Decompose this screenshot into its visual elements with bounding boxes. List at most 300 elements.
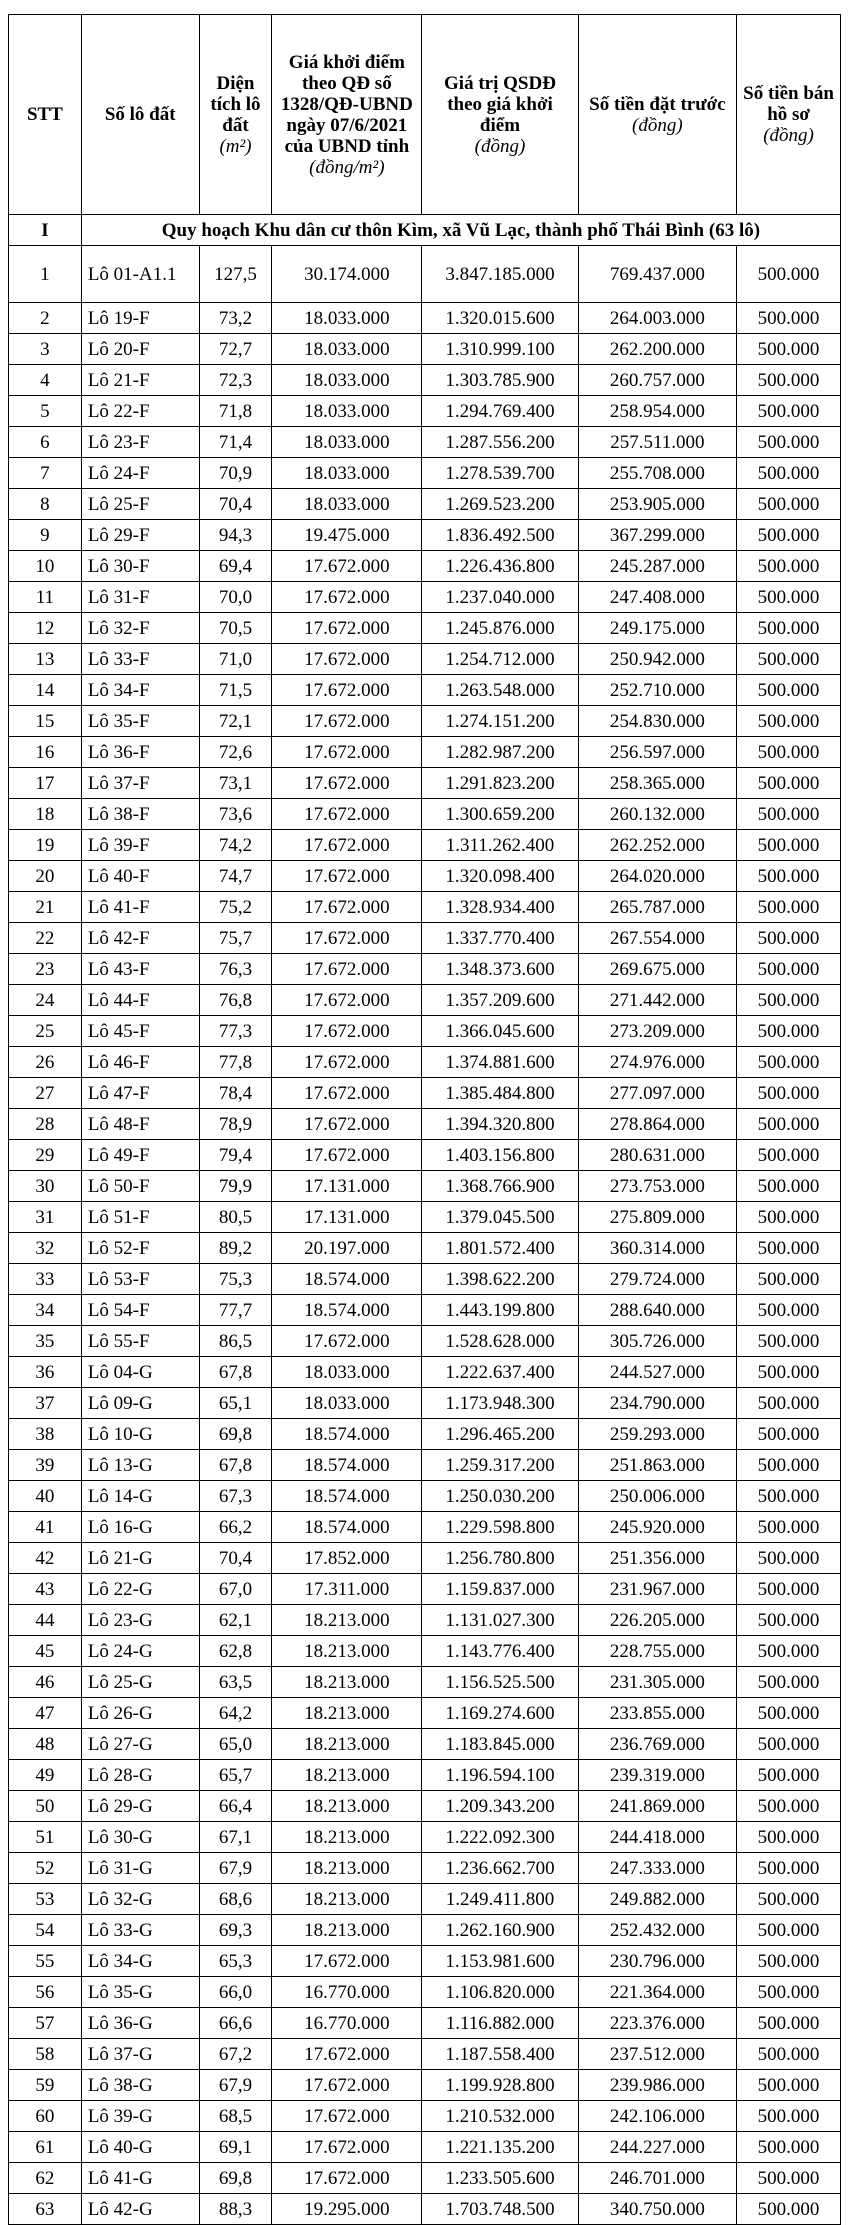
cell-lot-number: Lô 37-G <box>81 2039 199 2070</box>
cell-land-value: 1.403.156.800 <box>422 1140 578 1171</box>
cell-land-value: 1.236.662.700 <box>422 1853 578 1884</box>
cell-land-value: 1.274.151.200 <box>422 706 578 737</box>
cell-stt: 9 <box>9 520 82 551</box>
cell-area: 65,0 <box>199 1729 272 1760</box>
cell-land-value: 1.374.881.600 <box>422 1047 578 1078</box>
cell-land-value: 1.303.785.900 <box>422 365 578 396</box>
cell-dossier-fee: 500.000 <box>737 1264 841 1295</box>
cell-starting-price: 18.213.000 <box>272 1729 422 1760</box>
cell-lot-number: Lô 29-F <box>81 520 199 551</box>
cell-deposit: 239.319.000 <box>578 1760 736 1791</box>
cell-dossier-fee: 500.000 <box>737 427 841 458</box>
cell-land-value: 1.385.484.800 <box>422 1078 578 1109</box>
table-row <box>9 923 841 954</box>
cell-area: 64,2 <box>199 1698 272 1729</box>
cell-deposit: 256.597.000 <box>578 737 736 768</box>
cell-deposit: 234.790.000 <box>578 1388 736 1419</box>
table-row <box>9 2008 841 2039</box>
cell-deposit: 221.364.000 <box>578 1977 736 2008</box>
cell-deposit: 278.864.000 <box>578 1109 736 1140</box>
cell-area: 66,2 <box>199 1512 272 1543</box>
cell-dossier-fee: 500.000 <box>737 582 841 613</box>
cell-starting-price: 18.033.000 <box>272 427 422 458</box>
cell-starting-price: 18.213.000 <box>272 1853 422 1884</box>
cell-dossier-fee: 500.000 <box>737 675 841 706</box>
cell-starting-price: 18.033.000 <box>272 1357 422 1388</box>
cell-starting-price: 18.213.000 <box>272 1698 422 1729</box>
cell-stt: 19 <box>9 830 82 861</box>
cell-lot-number: Lô 34-F <box>81 675 199 706</box>
cell-land-value: 1.226.436.800 <box>422 551 578 582</box>
cell-lot-number: Lô 39-G <box>81 2101 199 2132</box>
cell-stt: 63 <box>9 2194 82 2225</box>
cell-lot-number: Lô 43-F <box>81 954 199 985</box>
cell-stt: 61 <box>9 2132 82 2163</box>
cell-lot-number: Lô 35-G <box>81 1977 199 2008</box>
cell-area: 74,7 <box>199 861 272 892</box>
cell-starting-price: 18.213.000 <box>272 1636 422 1667</box>
table-row <box>9 1326 841 1357</box>
cell-area: 67,9 <box>199 1853 272 1884</box>
cell-dossier-fee: 500.000 <box>737 1357 841 1388</box>
cell-starting-price: 17.672.000 <box>272 830 422 861</box>
cell-lot-number: Lô 48-F <box>81 1109 199 1140</box>
cell-stt: 25 <box>9 1016 82 1047</box>
cell-lot-number: Lô 24-G <box>81 1636 199 1667</box>
cell-deposit: 247.408.000 <box>578 582 736 613</box>
cell-land-value: 1.443.199.800 <box>422 1295 578 1326</box>
cell-stt: 32 <box>9 1233 82 1264</box>
header-stt: STT <box>9 15 82 215</box>
cell-land-value: 1.256.780.800 <box>422 1543 578 1574</box>
cell-lot-number: Lô 04-G <box>81 1357 199 1388</box>
cell-lot-number: Lô 42-F <box>81 923 199 954</box>
cell-area: 71,4 <box>199 427 272 458</box>
cell-stt: 22 <box>9 923 82 954</box>
cell-land-value: 1.249.411.800 <box>422 1884 578 1915</box>
cell-dossier-fee: 500.000 <box>737 1109 841 1140</box>
cell-starting-price: 17.672.000 <box>272 644 422 675</box>
cell-starting-price: 17.672.000 <box>272 923 422 954</box>
cell-lot-number: Lô 54-F <box>81 1295 199 1326</box>
cell-deposit: 269.675.000 <box>578 954 736 985</box>
cell-deposit: 249.882.000 <box>578 1884 736 1915</box>
cell-area: 63,5 <box>199 1667 272 1698</box>
cell-stt: 39 <box>9 1450 82 1481</box>
cell-lot-number: Lô 21-F <box>81 365 199 396</box>
table-row <box>9 334 841 365</box>
cell-dossier-fee: 500.000 <box>737 489 841 520</box>
cell-lot-number: Lô 09-G <box>81 1388 199 1419</box>
cell-lot-number: Lô 38-F <box>81 799 199 830</box>
cell-land-value: 1.183.845.000 <box>422 1729 578 1760</box>
cell-lot-number: Lô 29-G <box>81 1791 199 1822</box>
cell-land-value: 1.311.262.400 <box>422 830 578 861</box>
cell-land-value: 1.169.274.600 <box>422 1698 578 1729</box>
cell-lot-number: Lô 23-G <box>81 1605 199 1636</box>
cell-dossier-fee: 500.000 <box>737 1481 841 1512</box>
cell-starting-price: 17.672.000 <box>272 2163 422 2194</box>
cell-area: 70,9 <box>199 458 272 489</box>
cell-dossier-fee: 500.000 <box>737 246 841 303</box>
cell-land-value: 1.210.532.000 <box>422 2101 578 2132</box>
table-row <box>9 246 841 303</box>
cell-starting-price: 17.672.000 <box>272 1078 422 1109</box>
cell-dossier-fee: 500.000 <box>737 2039 841 2070</box>
cell-dossier-fee: 500.000 <box>737 1388 841 1419</box>
cell-land-value: 1.116.882.000 <box>422 2008 578 2039</box>
cell-deposit: 264.003.000 <box>578 303 736 334</box>
table-row <box>9 954 841 985</box>
cell-lot-number: Lô 34-G <box>81 1946 199 1977</box>
cell-deposit: 267.554.000 <box>578 923 736 954</box>
cell-dossier-fee: 500.000 <box>737 923 841 954</box>
cell-area: 70,4 <box>199 1543 272 1574</box>
cell-land-value: 1.398.622.200 <box>422 1264 578 1295</box>
table-row <box>9 1016 841 1047</box>
cell-starting-price: 20.197.000 <box>272 1233 422 1264</box>
table-row <box>9 613 841 644</box>
cell-stt: 1 <box>9 246 82 303</box>
table-row <box>9 1636 841 1667</box>
cell-starting-price: 17.672.000 <box>272 613 422 644</box>
cell-lot-number: Lô 23-F <box>81 427 199 458</box>
table-row <box>9 2101 841 2132</box>
table-row <box>9 644 841 675</box>
cell-area: 71,8 <box>199 396 272 427</box>
cell-starting-price: 18.213.000 <box>272 1822 422 1853</box>
cell-stt: 11 <box>9 582 82 613</box>
cell-lot-number: Lô 40-F <box>81 861 199 892</box>
table-row <box>9 1915 841 1946</box>
cell-area: 77,7 <box>199 1295 272 1326</box>
cell-starting-price: 17.672.000 <box>272 954 422 985</box>
cell-starting-price: 17.672.000 <box>272 861 422 892</box>
table-row <box>9 1109 841 1140</box>
cell-area: 65,1 <box>199 1388 272 1419</box>
cell-area: 75,3 <box>199 1264 272 1295</box>
cell-dossier-fee: 500.000 <box>737 768 841 799</box>
table-row <box>9 985 841 1016</box>
cell-lot-number: Lô 25-G <box>81 1667 199 1698</box>
cell-deposit: 258.365.000 <box>578 768 736 799</box>
cell-deposit: 250.006.000 <box>578 1481 736 1512</box>
header-dossier-fee: Số tiền bán hồ sơ (đồng) <box>737 15 841 215</box>
table-row <box>9 706 841 737</box>
cell-area: 86,5 <box>199 1326 272 1357</box>
cell-deposit: 280.631.000 <box>578 1140 736 1171</box>
cell-dossier-fee: 500.000 <box>737 1698 841 1729</box>
cell-stt: 4 <box>9 365 82 396</box>
cell-deposit: 262.200.000 <box>578 334 736 365</box>
cell-area: 78,9 <box>199 1109 272 1140</box>
cell-deposit: 259.293.000 <box>578 1419 736 1450</box>
cell-starting-price: 17.672.000 <box>272 1326 422 1357</box>
table-row <box>9 458 841 489</box>
cell-area: 66,4 <box>199 1791 272 1822</box>
cell-starting-price: 17.672.000 <box>272 2070 422 2101</box>
cell-starting-price: 17.672.000 <box>272 1946 422 1977</box>
cell-land-value: 1.131.027.300 <box>422 1605 578 1636</box>
table-row <box>9 1946 841 1977</box>
cell-land-value: 1.291.823.200 <box>422 768 578 799</box>
cell-starting-price: 19.475.000 <box>272 520 422 551</box>
cell-starting-price: 18.033.000 <box>272 1388 422 1419</box>
cell-area: 72,7 <box>199 334 272 365</box>
cell-stt: 59 <box>9 2070 82 2101</box>
cell-starting-price: 17.672.000 <box>272 675 422 706</box>
cell-stt: 23 <box>9 954 82 985</box>
table-row <box>9 489 841 520</box>
cell-starting-price: 17.672.000 <box>272 551 422 582</box>
cell-starting-price: 18.574.000 <box>272 1481 422 1512</box>
table-body <box>9 215 841 2225</box>
cell-stt: 10 <box>9 551 82 582</box>
table-row <box>9 396 841 427</box>
cell-land-value: 1.328.934.400 <box>422 892 578 923</box>
cell-dossier-fee: 500.000 <box>737 1977 841 2008</box>
cell-area: 69,1 <box>199 2132 272 2163</box>
cell-lot-number: Lô 50-F <box>81 1171 199 1202</box>
table-row <box>9 675 841 706</box>
cell-land-value: 1.348.373.600 <box>422 954 578 985</box>
cell-stt: 13 <box>9 644 82 675</box>
cell-deposit: 251.356.000 <box>578 1543 736 1574</box>
cell-stt: 20 <box>9 861 82 892</box>
table-row <box>9 1388 841 1419</box>
cell-area: 67,0 <box>199 1574 272 1605</box>
cell-starting-price: 17.311.000 <box>272 1574 422 1605</box>
cell-stt: 18 <box>9 799 82 830</box>
cell-lot-number: Lô 49-F <box>81 1140 199 1171</box>
cell-stt: 47 <box>9 1698 82 1729</box>
cell-dossier-fee: 500.000 <box>737 365 841 396</box>
cell-lot-number: Lô 33-F <box>81 644 199 675</box>
cell-area: 66,0 <box>199 1977 272 2008</box>
cell-land-value: 1.379.045.500 <box>422 1202 578 1233</box>
cell-starting-price: 18.574.000 <box>272 1264 422 1295</box>
cell-area: 88,3 <box>199 2194 272 2225</box>
cell-dossier-fee: 500.000 <box>737 1667 841 1698</box>
cell-dossier-fee: 500.000 <box>737 1419 841 1450</box>
table-row <box>9 1543 841 1574</box>
cell-starting-price: 18.033.000 <box>272 489 422 520</box>
cell-stt: 36 <box>9 1357 82 1388</box>
cell-lot-number: Lô 21-G <box>81 1543 199 1574</box>
cell-deposit: 273.209.000 <box>578 1016 736 1047</box>
cell-land-value: 1.320.098.400 <box>422 861 578 892</box>
table-row <box>9 737 841 768</box>
cell-dossier-fee: 500.000 <box>737 1202 841 1233</box>
cell-dossier-fee: 500.000 <box>737 1853 841 1884</box>
cell-lot-number: Lô 32-F <box>81 613 199 644</box>
cell-lot-number: Lô 37-F <box>81 768 199 799</box>
cell-land-value: 1.278.539.700 <box>422 458 578 489</box>
cell-starting-price: 30.174.000 <box>272 246 422 303</box>
cell-area: 69,3 <box>199 1915 272 1946</box>
cell-dossier-fee: 500.000 <box>737 1636 841 1667</box>
document-sheet <box>8 14 841 2225</box>
cell-deposit: 340.750.000 <box>578 2194 736 2225</box>
cell-land-value: 1.259.317.200 <box>422 1450 578 1481</box>
cell-deposit: 236.769.000 <box>578 1729 736 1760</box>
cell-lot-number: Lô 22-G <box>81 1574 199 1605</box>
cell-land-value: 1.237.040.000 <box>422 582 578 613</box>
cell-starting-price: 17.672.000 <box>272 2101 422 2132</box>
cell-starting-price: 19.295.000 <box>272 2194 422 2225</box>
cell-area: 66,6 <box>199 2008 272 2039</box>
cell-area: 71,0 <box>199 644 272 675</box>
cell-deposit: 249.175.000 <box>578 613 736 644</box>
cell-starting-price: 17.131.000 <box>272 1171 422 1202</box>
cell-area: 73,1 <box>199 768 272 799</box>
cell-dossier-fee: 500.000 <box>737 458 841 489</box>
cell-area: 67,8 <box>199 1450 272 1481</box>
cell-stt: 56 <box>9 1977 82 2008</box>
table-row <box>9 1140 841 1171</box>
cell-area: 79,4 <box>199 1140 272 1171</box>
cell-area: 67,3 <box>199 1481 272 1512</box>
cell-lot-number: Lô 40-G <box>81 2132 199 2163</box>
cell-lot-number: Lô 13-G <box>81 1450 199 1481</box>
cell-stt: 48 <box>9 1729 82 1760</box>
cell-land-value: 1.368.766.900 <box>422 1171 578 1202</box>
cell-lot-number: Lô 10-G <box>81 1419 199 1450</box>
cell-deposit: 245.920.000 <box>578 1512 736 1543</box>
cell-lot-number: Lô 01-A1.1 <box>81 246 199 303</box>
table-row <box>9 861 841 892</box>
cell-deposit: 262.252.000 <box>578 830 736 861</box>
table-row <box>9 1481 841 1512</box>
table-row <box>9 1512 841 1543</box>
cell-area: 72,3 <box>199 365 272 396</box>
cell-starting-price: 18.213.000 <box>272 1915 422 1946</box>
cell-land-value: 1.222.637.400 <box>422 1357 578 1388</box>
cell-deposit: 260.132.000 <box>578 799 736 830</box>
cell-area: 75,7 <box>199 923 272 954</box>
cell-stt: 40 <box>9 1481 82 1512</box>
cell-lot-number: Lô 41-F <box>81 892 199 923</box>
cell-deposit: 260.757.000 <box>578 365 736 396</box>
cell-starting-price: 17.672.000 <box>272 1016 422 1047</box>
table-row <box>9 1698 841 1729</box>
cell-stt: 60 <box>9 2101 82 2132</box>
cell-area: 62,1 <box>199 1605 272 1636</box>
cell-dossier-fee: 500.000 <box>737 551 841 582</box>
cell-lot-number: Lô 14-G <box>81 1481 199 1512</box>
table-row <box>9 1233 841 1264</box>
cell-lot-number: Lô 51-F <box>81 1202 199 1233</box>
table-row <box>9 892 841 923</box>
table-row <box>9 1605 841 1636</box>
cell-lot-number: Lô 24-F <box>81 458 199 489</box>
table-row <box>9 2194 841 2225</box>
cell-dossier-fee: 500.000 <box>737 2194 841 2225</box>
header-land-value: Giá trị QSDĐ theo giá khởi điểm (đồng) <box>422 15 578 215</box>
cell-dossier-fee: 500.000 <box>737 520 841 551</box>
cell-deposit: 244.527.000 <box>578 1357 736 1388</box>
cell-stt: 34 <box>9 1295 82 1326</box>
cell-stt: 8 <box>9 489 82 520</box>
table-row <box>9 1078 841 1109</box>
cell-land-value: 1.836.492.500 <box>422 520 578 551</box>
cell-area: 127,5 <box>199 246 272 303</box>
section-title: Quy hoạch Khu dân cư thôn Kìm, xã Vũ Lạc, thành phố Thái Bình (63 lô) <box>81 215 840 246</box>
cell-dossier-fee: 500.000 <box>737 1326 841 1357</box>
table-row <box>9 1791 841 1822</box>
cell-lot-number: Lô 30-F <box>81 551 199 582</box>
cell-dossier-fee: 500.000 <box>737 1543 841 1574</box>
cell-deposit: 252.432.000 <box>578 1915 736 1946</box>
cell-dossier-fee: 500.000 <box>737 985 841 1016</box>
cell-deposit: 244.227.000 <box>578 2132 736 2163</box>
cell-dossier-fee: 500.000 <box>737 1016 841 1047</box>
cell-lot-number: Lô 35-F <box>81 706 199 737</box>
table-row <box>9 1884 841 1915</box>
cell-area: 65,3 <box>199 1946 272 1977</box>
cell-stt: 41 <box>9 1512 82 1543</box>
cell-land-value: 1.337.770.400 <box>422 923 578 954</box>
cell-stt: 14 <box>9 675 82 706</box>
cell-deposit: 277.097.000 <box>578 1078 736 1109</box>
cell-deposit: 305.726.000 <box>578 1326 736 1357</box>
cell-lot-number: Lô 30-G <box>81 1822 199 1853</box>
cell-stt: 52 <box>9 1853 82 1884</box>
cell-land-value: 1.199.928.800 <box>422 2070 578 2101</box>
cell-stt: 45 <box>9 1636 82 1667</box>
cell-lot-number: Lô 46-F <box>81 1047 199 1078</box>
cell-land-value: 1.269.523.200 <box>422 489 578 520</box>
cell-land-value: 1.282.987.200 <box>422 737 578 768</box>
cell-land-value: 1.310.999.100 <box>422 334 578 365</box>
cell-land-value: 1.366.045.600 <box>422 1016 578 1047</box>
cell-stt: 35 <box>9 1326 82 1357</box>
cell-stt: 46 <box>9 1667 82 1698</box>
cell-deposit: 231.305.000 <box>578 1667 736 1698</box>
cell-stt: 58 <box>9 2039 82 2070</box>
cell-deposit: 246.701.000 <box>578 2163 736 2194</box>
cell-land-value: 1.703.748.500 <box>422 2194 578 2225</box>
cell-stt: 57 <box>9 2008 82 2039</box>
cell-deposit: 251.863.000 <box>578 1450 736 1481</box>
cell-area: 72,1 <box>199 706 272 737</box>
table-row <box>9 1357 841 1388</box>
cell-deposit: 245.287.000 <box>578 551 736 582</box>
cell-deposit: 769.437.000 <box>578 246 736 303</box>
table-row <box>9 1667 841 1698</box>
cell-land-value: 1.262.160.900 <box>422 1915 578 1946</box>
cell-stt: 21 <box>9 892 82 923</box>
cell-lot-number: Lô 45-F <box>81 1016 199 1047</box>
cell-starting-price: 18.213.000 <box>272 1884 422 1915</box>
cell-lot-number: Lô 36-F <box>81 737 199 768</box>
cell-starting-price: 18.213.000 <box>272 1667 422 1698</box>
cell-dossier-fee: 500.000 <box>737 396 841 427</box>
cell-dossier-fee: 500.000 <box>737 1729 841 1760</box>
section-index: I <box>9 215 82 246</box>
cell-dossier-fee: 500.000 <box>737 1884 841 1915</box>
cell-starting-price: 18.574.000 <box>272 1295 422 1326</box>
cell-lot-number: Lô 16-G <box>81 1512 199 1543</box>
cell-dossier-fee: 500.000 <box>737 334 841 365</box>
cell-area: 68,6 <box>199 1884 272 1915</box>
cell-stt: 55 <box>9 1946 82 1977</box>
cell-starting-price: 18.213.000 <box>272 1605 422 1636</box>
cell-stt: 53 <box>9 1884 82 1915</box>
cell-deposit: 274.976.000 <box>578 1047 736 1078</box>
table-row <box>9 768 841 799</box>
cell-area: 94,3 <box>199 520 272 551</box>
